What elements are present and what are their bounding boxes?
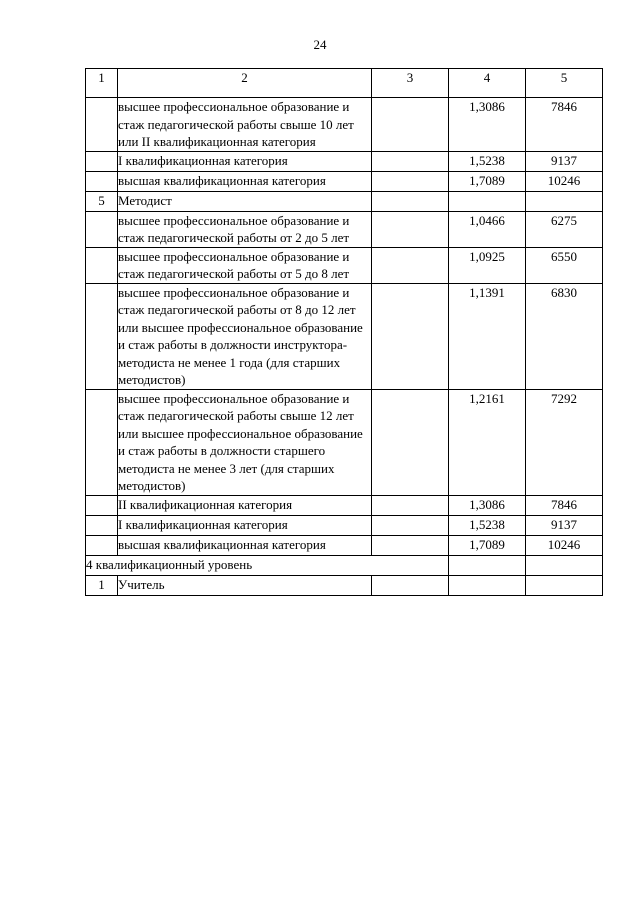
- salary-cell: 7846: [526, 495, 603, 515]
- column-3-cell: [372, 515, 449, 535]
- coefficient-cell: 1,5238: [449, 515, 526, 535]
- row-number-cell: [86, 495, 118, 515]
- row-number-cell: [86, 283, 118, 389]
- salary-table: [85, 68, 603, 596]
- coefficient-cell: 1,3086: [449, 495, 526, 515]
- coefficient-cell: 1,7089: [449, 171, 526, 191]
- column-3-cell: [372, 495, 449, 515]
- coefficient-cell: 1,5238: [449, 151, 526, 171]
- coefficient-cell: 1,1391: [449, 283, 526, 389]
- column-3-cell: [372, 211, 449, 247]
- description-cell: высшее профессиональное образование и стаж педагогической работы свыше 12 лет или высшее профессиональное образование и стаж работы в должности старшего методиста не менее 3 лет (для старших методистов): [118, 389, 372, 495]
- salary-cell: 7292: [526, 389, 603, 495]
- header-col-3: 3: [372, 69, 449, 98]
- salary-cell: [526, 555, 603, 575]
- column-3-cell: [372, 171, 449, 191]
- table-row: [86, 98, 603, 152]
- coefficient-cell: [449, 191, 526, 211]
- row-number-cell: 1: [86, 575, 118, 595]
- table-row: [86, 247, 603, 283]
- column-3-cell: [372, 575, 449, 595]
- column-3-cell: [372, 247, 449, 283]
- row-number-cell: [86, 389, 118, 495]
- row-number-cell: [86, 247, 118, 283]
- row-number-cell: [86, 98, 118, 152]
- column-3-cell: [372, 98, 449, 152]
- level-heading-cell: 4 квалификационный уровень: [86, 555, 449, 575]
- row-number-cell: [86, 171, 118, 191]
- description-cell: I квалификационная категория: [118, 151, 372, 171]
- row-number-cell: [86, 535, 118, 555]
- header-col-5: 5: [526, 69, 603, 98]
- row-number-cell: [86, 151, 118, 171]
- coefficient-cell: [449, 555, 526, 575]
- table-row: [86, 555, 603, 575]
- table-row: [86, 283, 603, 389]
- salary-cell: 9137: [526, 515, 603, 535]
- description-cell: Учитель: [118, 575, 372, 595]
- header-row: [86, 69, 603, 98]
- salary-cell: 6550: [526, 247, 603, 283]
- header-col-4: 4: [449, 69, 526, 98]
- description-cell: высшее профессиональное образование и стаж педагогической работы свыше 10 лет или II квалификационная категория: [118, 98, 372, 152]
- description-cell: высшее профессиональное образование и стаж педагогической работы от 5 до 8 лет: [118, 247, 372, 283]
- salary-cell: [526, 575, 603, 595]
- salary-cell: 6275: [526, 211, 603, 247]
- description-cell: II квалификационная категория: [118, 495, 372, 515]
- table-row: [86, 495, 603, 515]
- description-cell: высшая квалификационная категория: [118, 535, 372, 555]
- salary-cell: 7846: [526, 98, 603, 152]
- column-3-cell: [372, 535, 449, 555]
- table-row: [86, 535, 603, 555]
- description-cell: высшая квалификационная категория: [118, 171, 372, 191]
- table-body: [86, 69, 603, 596]
- header-col-2: 2: [118, 69, 372, 98]
- description-cell: I квалификационная категория: [118, 515, 372, 535]
- table-row: [86, 389, 603, 495]
- coefficient-cell: 1,3086: [449, 98, 526, 152]
- coefficient-cell: [449, 575, 526, 595]
- column-3-cell: [372, 151, 449, 171]
- table-row: [86, 191, 603, 211]
- table-row: [86, 151, 603, 171]
- salary-cell: [526, 191, 603, 211]
- salary-cell: 10246: [526, 535, 603, 555]
- column-3-cell: [372, 389, 449, 495]
- description-cell: высшее профессиональное образование и стаж педагогической работы от 2 до 5 лет: [118, 211, 372, 247]
- page-number: 24: [313, 37, 327, 52]
- row-number-cell: [86, 211, 118, 247]
- coefficient-cell: 1,7089: [449, 535, 526, 555]
- row-number-cell: 5: [86, 191, 118, 211]
- table-row: [86, 515, 603, 535]
- coefficient-cell: 1,2161: [449, 389, 526, 495]
- salary-cell: 6830: [526, 283, 603, 389]
- column-3-cell: [372, 191, 449, 211]
- table-row: [86, 575, 603, 595]
- row-number-cell: [86, 515, 118, 535]
- description-cell: Методист: [118, 191, 372, 211]
- coefficient-cell: 1,0925: [449, 247, 526, 283]
- table-row: [86, 171, 603, 191]
- salary-cell: 9137: [526, 151, 603, 171]
- header-col-1: 1: [86, 69, 118, 98]
- table-row: [86, 211, 603, 247]
- column-3-cell: [372, 283, 449, 389]
- description-cell: высшее профессиональное образование и стаж педагогической работы от 8 до 12 лет или высшее профессиональное образование и стаж работы в должности инструктора-методиста не менее 1 года (для старших методистов): [118, 283, 372, 389]
- salary-cell: 10246: [526, 171, 603, 191]
- coefficient-cell: 1,0466: [449, 211, 526, 247]
